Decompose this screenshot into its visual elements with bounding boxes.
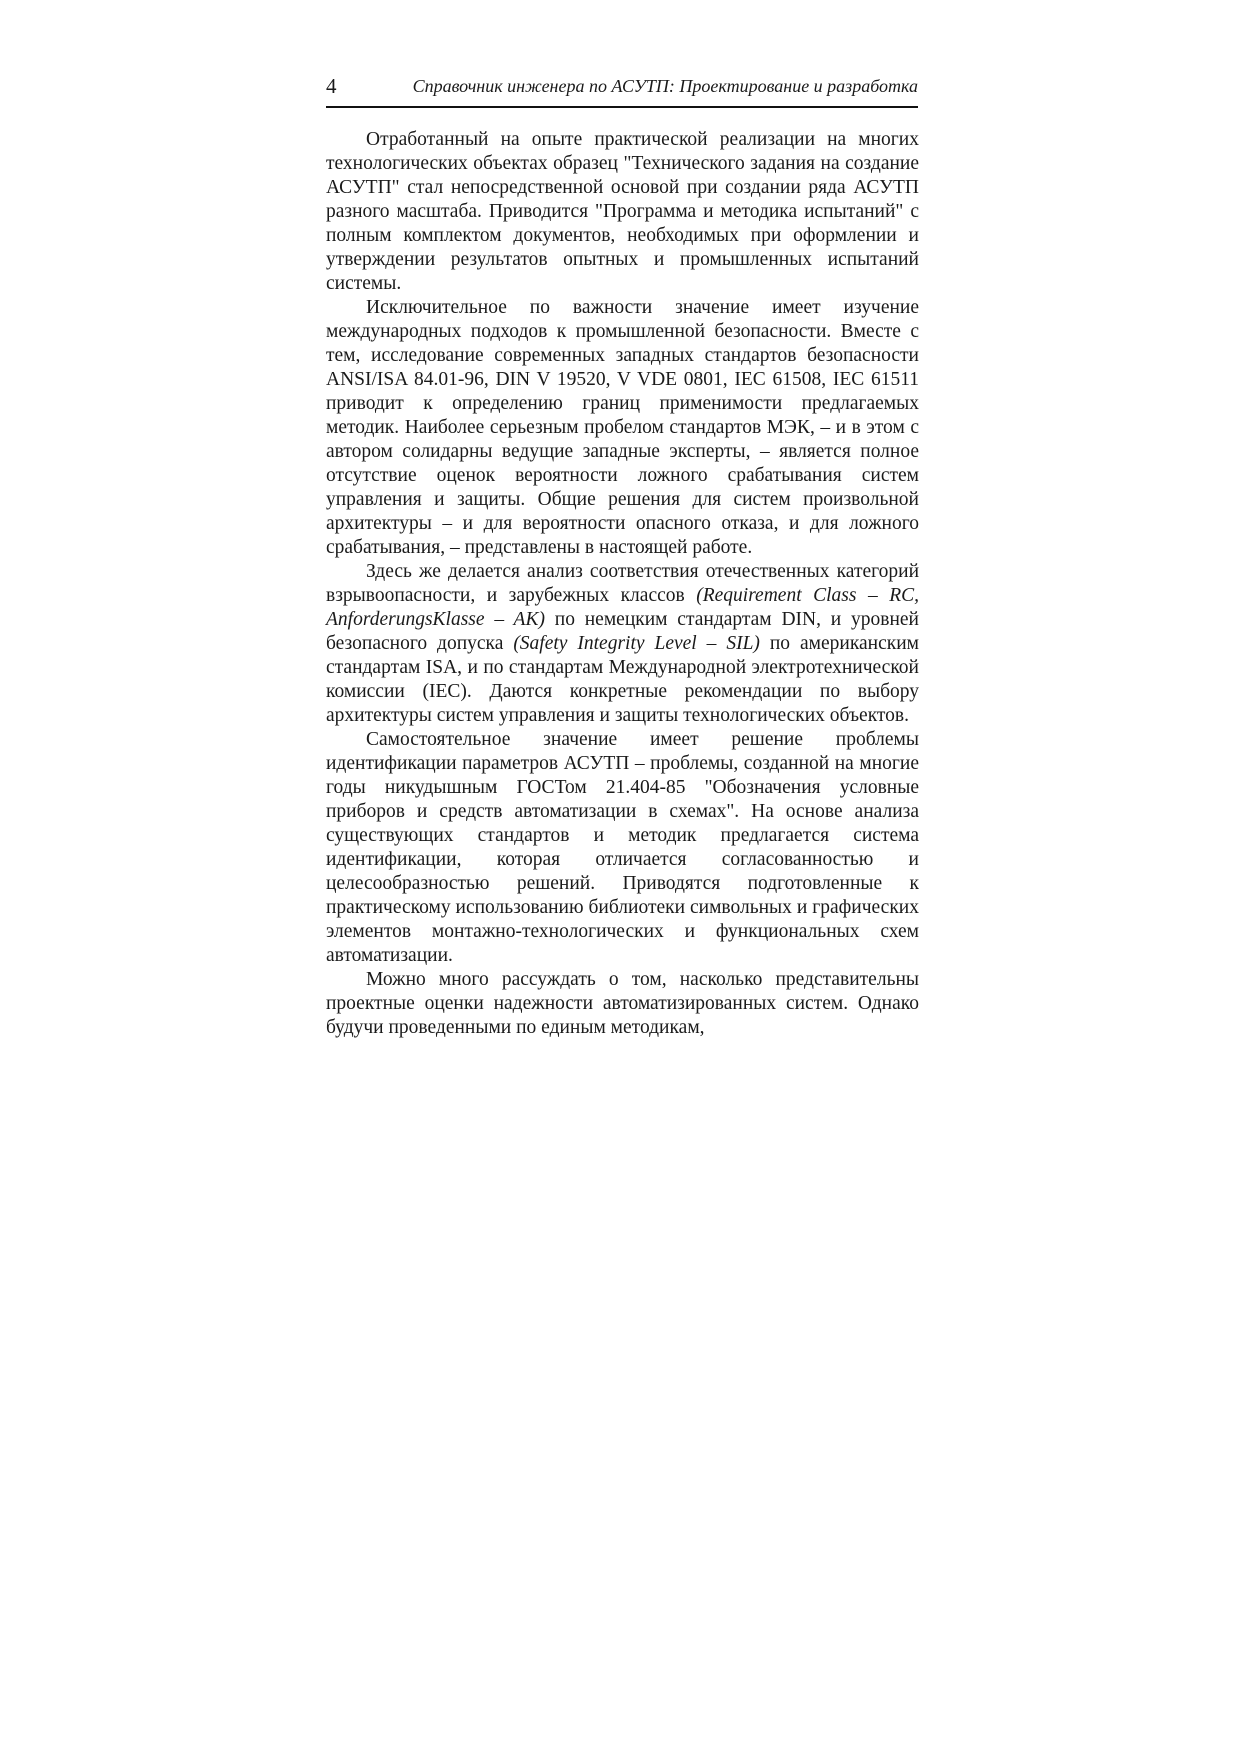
paragraph-tz-sample: Отработанный на опыте практической реализации на многих технологических объектах образец "Технического задания на создание АСУТП" стал непосредственной основой при создании ряда АСУТП разного масштаба. Приводится "Программа и методика испытаний" с полным комплектом документов, необходимых при оформлении и утверждении результатов опытных и промышленных испытаний системы. (326, 129, 919, 294)
paragraph-classification (326, 560, 919, 728)
page-number: 4 (326, 74, 337, 98)
page-body (326, 128, 919, 1040)
page-header (326, 72, 918, 108)
paragraph-reliability: Можно много рассуждать о том, насколько представительны проектные оценки надежности автоматизированных систем. Однако будучи проведенными по единым методикам, (326, 969, 919, 1038)
italic-term-sil: (Safety Integrity Level – SIL) (513, 633, 760, 654)
paragraph-text-span: по немецким стандартам DIN, и уровней безопасного допуска (326, 609, 919, 654)
italic-term-rc-ak: (Requirement Class – RC, AnforderungsKlasse – AK) (326, 585, 920, 630)
paragraph-safety-standards: Исключительное по важности значение имеет изучение международных подходов к промышленной безопасности. Вместе с тем, исследование современных западных стандартов безопасности ANSI/ISA 84.01-96, DIN V 19520, V VDE 0801, IEC 61508, IEC 61511 приводит к определению границ применимости предлагаемых методик. Наиболее серьезным пробелом стандартов МЭК, – и в этом с автором солидарны ведущие западные эксперты, – является полное отсутствие оценок вероятности ложного срабатывания систем управления и защиты. Общие решения для систем произвольной архитектуры – и для вероятности опасного отказа, и для ложного срабатывания, – представлены в настоящей работе. (326, 297, 919, 558)
paragraph-text-span: по американским стандартам ISA, и по стандартам Международной электротехнической комиссии (IEC). Даются конкретные рекомендации по выбору архитектуры систем управления и защиты технологических объектов. (326, 633, 919, 726)
paragraph-text-span: Здесь же делается анализ соответствия отечественных категорий взрывоопасности, и зарубежных классов (326, 561, 919, 606)
paragraph-identification: Самостоятельное значение имеет решение проблемы идентификации параметров АСУТП – проблемы, созданной на многие годы никудышным ГОСТом 21.404-85 "Обозначения условные приборов и средств автоматизации в схемах". На основе анализа существующих стандартов и методик предлагается система идентификации, которая отличается согласованностью и целесообразностью решений. Приводятся подготовленные к практическому использованию библиотеки символьных и графических элементов монтажно-технологических и функциональных схем автоматизации. (326, 729, 919, 966)
running-title: Справочник инженера по АСУТП: Проектирование и разработка (412, 76, 918, 96)
